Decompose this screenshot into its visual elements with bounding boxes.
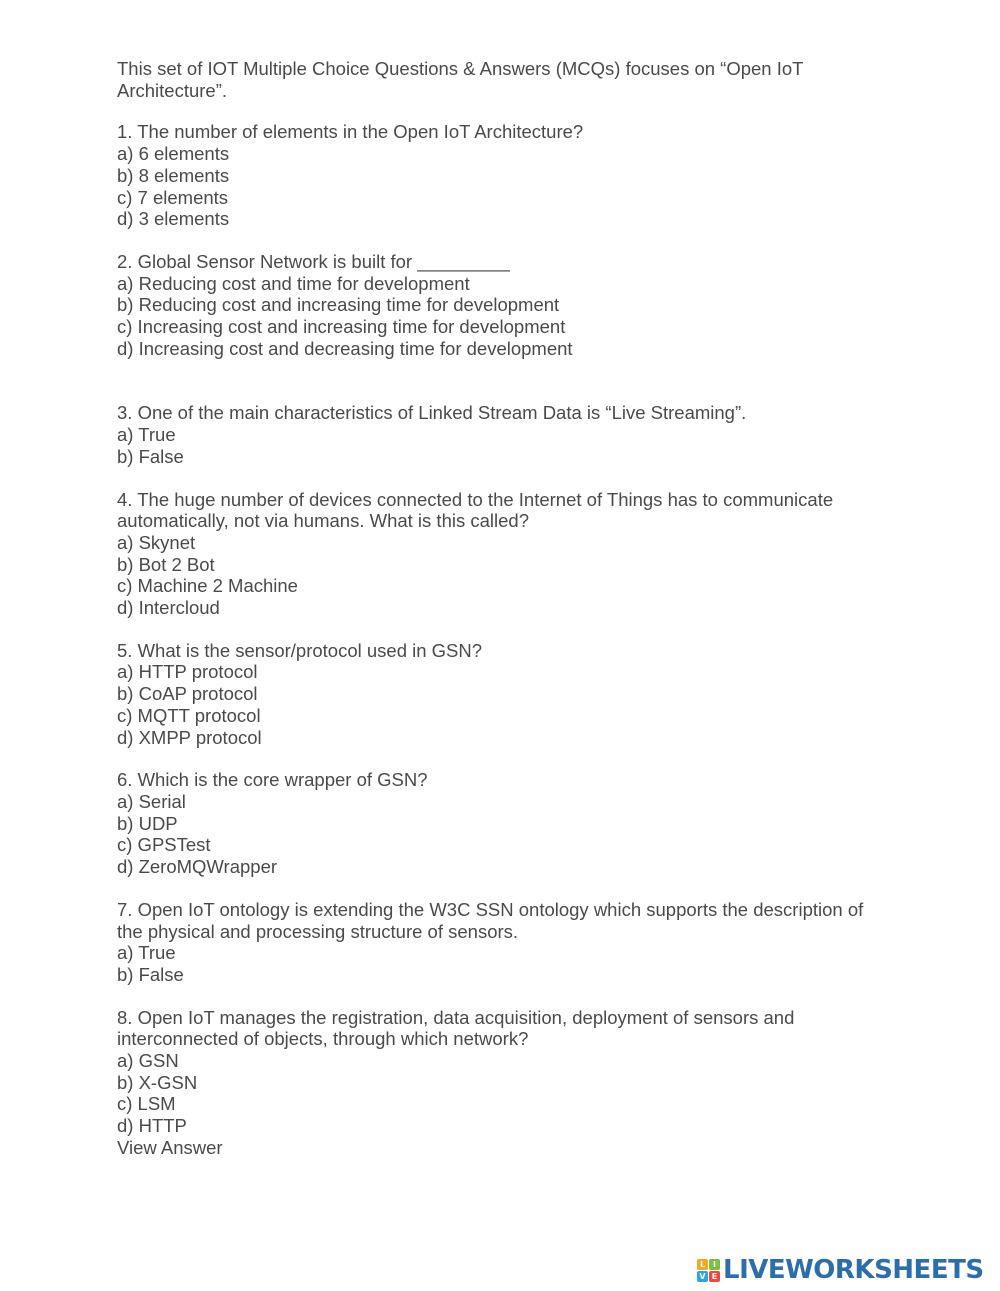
question-3 (117, 402, 917, 467)
live-icon-l: L (697, 1259, 708, 1270)
question-2 (117, 251, 917, 360)
option-a: a) Reducing cost and time for development (117, 272, 470, 294)
intro-line: Architecture”. (117, 79, 228, 101)
question-1 (117, 121, 917, 230)
question-8 (117, 1007, 917, 1159)
option-b: b) 8 elements (117, 164, 230, 186)
question-4 (117, 489, 917, 619)
question-text: 7. Open IoT ontology is extending the W3C SSN ontology which supports the description of (117, 898, 864, 920)
live-icon-i: I (709, 1259, 720, 1270)
option-c: c) MQTT protocol (117, 704, 261, 726)
question-5 (117, 640, 917, 749)
logo-text: LIVEWORKSHEETS (723, 1255, 984, 1285)
option-a: a) GSN (117, 1050, 179, 1072)
option-b: b) False (117, 963, 184, 985)
view-answer-link[interactable]: View Answer (117, 1136, 223, 1158)
question-text: 8. Open IoT manages the registration, data acquisition, deployment of sensors and (117, 1006, 795, 1028)
option-c: c) LSM (117, 1093, 176, 1115)
question-text: automatically, not via humans. What is this called? (117, 510, 529, 532)
option-a: a) Serial (117, 790, 186, 812)
question-text: 5. What is the sensor/protocol used in GSN? (117, 639, 483, 661)
option-c: c) Increasing cost and increasing time for development (117, 316, 566, 338)
option-d: d) HTTP (117, 1115, 187, 1137)
option-b: b) CoAP protocol (117, 683, 258, 705)
option-c: c) GPSTest (117, 834, 211, 856)
option-d: d) Increasing cost and decreasing time for development (117, 337, 573, 359)
question-text: 1. The number of elements in the Open IoT Architecture? (117, 121, 584, 143)
question-text: 4. The huge number of devices connected to the Internet of Things has to communicate (117, 488, 834, 510)
option-d: d) 3 elements (117, 208, 230, 230)
live-icon-e: E (709, 1271, 720, 1282)
option-b: b) Bot 2 Bot (117, 553, 215, 575)
option-d: d) ZeroMQWrapper (117, 856, 278, 878)
liveworksheets-logo (697, 1255, 984, 1285)
option-b: b) X-GSN (117, 1071, 198, 1093)
option-c: c) 7 elements (117, 186, 229, 208)
option-a: a) HTTP protocol (117, 661, 258, 683)
question-7 (117, 899, 917, 986)
question-text: interconnected of objects, through which network? (117, 1028, 529, 1050)
question-text: the physical and processing structure of sensors. (117, 920, 519, 942)
option-a: a) Skynet (117, 531, 196, 553)
option-b: b) UDP (117, 812, 178, 834)
option-a: a) True (117, 942, 176, 964)
option-d: d) Intercloud (117, 597, 220, 619)
option-c: c) Machine 2 Machine (117, 575, 298, 597)
option-a: a) True (117, 424, 176, 446)
live-icon-v: V (697, 1271, 708, 1282)
intro-line: This set of IOT Multiple Choice Questions & Answers (MCQs) focuses on “Open IoT (117, 58, 804, 79)
option-a: a) 6 elements (117, 143, 230, 165)
option-d: d) XMPP protocol (117, 726, 262, 748)
live-icon (697, 1259, 720, 1282)
question-text: 2. Global Sensor Network is built for _________ (117, 250, 510, 272)
worksheet-page (117, 58, 917, 1159)
intro-paragraph (117, 58, 917, 101)
option-b: b) Reducing cost and increasing time for development (117, 294, 560, 316)
question-6 (117, 769, 917, 878)
question-text: 3. One of the main characteristics of Linked Stream Data is “Live Streaming”. (117, 402, 747, 424)
option-b: b) False (117, 445, 184, 467)
question-text: 6. Which is the core wrapper of GSN? (117, 769, 428, 791)
